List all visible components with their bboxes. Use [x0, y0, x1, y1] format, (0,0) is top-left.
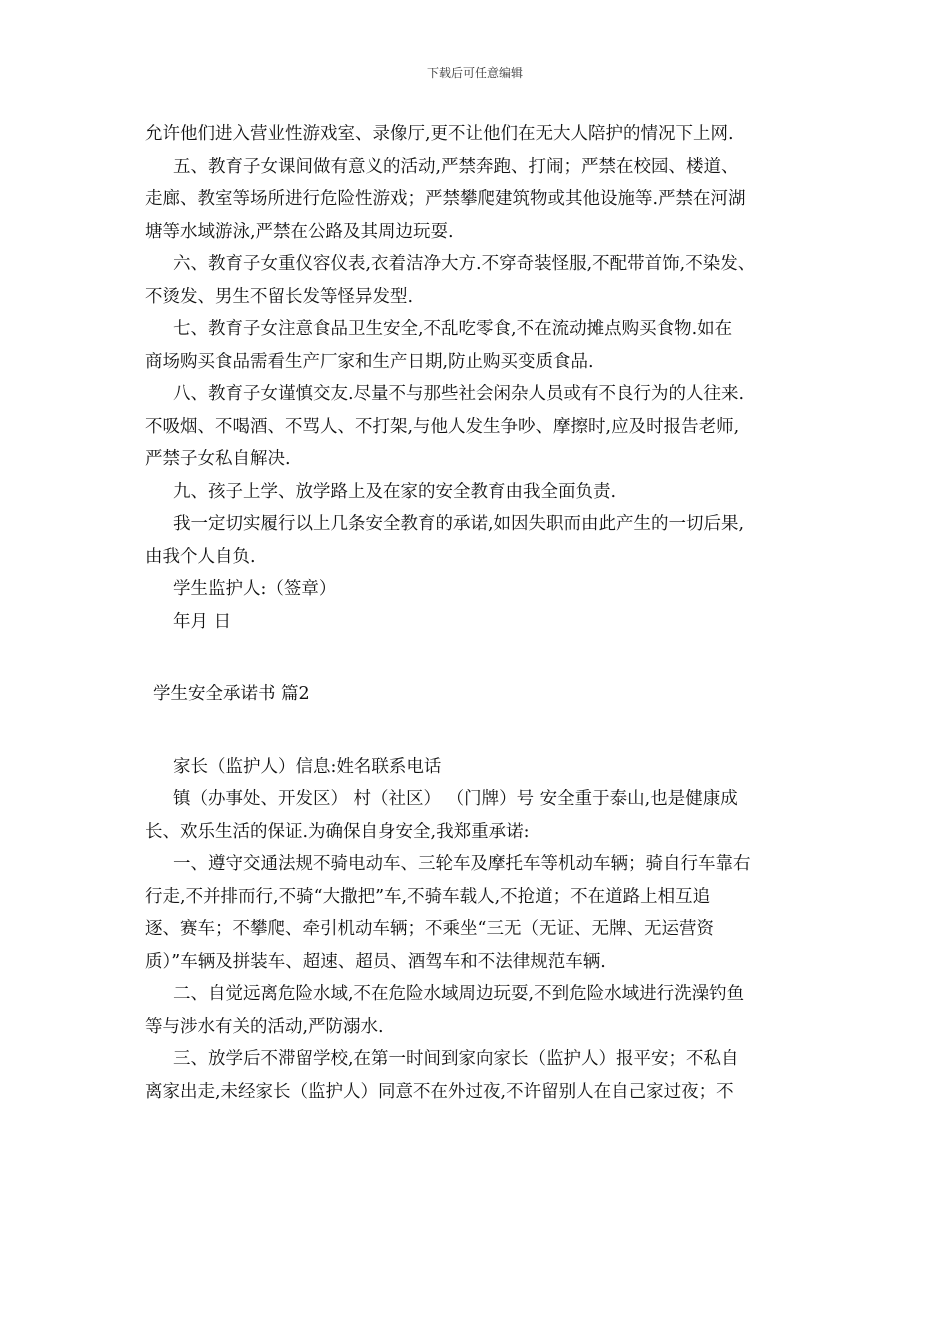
- text-line: 我一定切实履行以上几条安全教育的承诺,如因失职而由此产生的一切后果,: [173, 514, 745, 534]
- text-line: 二、自觉远离危险水域,不在危险水域周边玩耍,不到危险水域进行洗澡钓鱼: [173, 984, 745, 1004]
- text-line: 行走,不并排而行,不骑“大撒把”车,不骑车载人,不抢道；不在道路上相互追: [145, 886, 711, 907]
- text-line: 不烫发、男生不留长发等怪异发型.: [145, 286, 414, 307]
- text-line: 一、遵守交通法规不骑电动车、三轮车及摩托车等机动车辆；骑自行车靠右: [173, 854, 751, 874]
- text-line: 三、放学后不滞留学校,在第一时间到家向家长（监护人）报平安；不私自: [173, 1049, 739, 1069]
- text-line: 七、教育子女注意食品卫生安全,不乱吃零食,不在流动摊点购买食物.如在: [173, 319, 733, 339]
- text-line: 由我个人自负.: [145, 546, 256, 567]
- text-line: 商场购买食品需看生产厂家和生产日期,防止购买变质食品.: [145, 351, 594, 372]
- text-line: 离家出走,未经家长（监护人）同意不在外过夜,不许留别人在自己家过夜；不: [145, 1081, 734, 1102]
- text-line: 家长（监护人）信息:姓名联系电话: [173, 756, 442, 777]
- document-body: [145, 118, 820, 1108]
- text-line: 严禁子女私自解决.: [145, 449, 291, 469]
- page-header: 下载后可任意编辑: [426, 66, 523, 80]
- text-line: 允许他们进入营业性游戏室、录像厅,更不让他们在无大人陪护的情况下上网.: [145, 124, 734, 144]
- text-line: 等与涉水有关的活动,严防溺水.: [145, 1016, 384, 1037]
- text-line: 长、欢乐生活的保证.为确保自身安全,我郑重承诺:: [145, 821, 530, 842]
- text-line: 镇（办事处、开发区） 村（社区） （门牌）号 安全重于泰山,也是健康成: [173, 789, 738, 809]
- date-line: 年月 日: [173, 611, 232, 632]
- text-line: 不吸烟、不喝酒、不骂人、不打架,与他人发生争吵、摩擦时,应及时报告老师,: [145, 416, 740, 437]
- text-line: 八、教育子女谨慎交友.尽量不与那些社会闲杂人员或有不良行为的人往来.: [173, 384, 745, 404]
- text-line: 塘等水域游泳,严禁在公路及其周边玩耍.: [145, 221, 454, 242]
- text-line: 六、教育子女重仪容仪表,衣着洁净大方.不穿奇装怪服,不配带首饰,不染发、: [173, 254, 756, 274]
- text-line: 质）”车辆及拼装车、超速、超员、酒驾车和不法律规范车辆.: [145, 951, 606, 972]
- section-title: 学生安全承诺书 篇2: [153, 684, 310, 704]
- text-line: 九、孩子上学、放学路上及在家的安全教育由我全面负责.: [173, 481, 617, 502]
- signature-line: 学生监护人:（签章）: [173, 579, 337, 599]
- text-line: 逐、赛车；不攀爬、牵引机动车辆；不乘坐“三无（无证、无牌、无运营资: [145, 919, 714, 939]
- text-line: 五、教育子女课间做有意义的活动,严禁奔跑、打闹；严禁在校园、楼道、: [173, 156, 739, 177]
- text-line: 走廊、教室等场所进行危险性游戏；严禁攀爬建筑物或其他设施等.严禁在河湖: [145, 189, 746, 209]
